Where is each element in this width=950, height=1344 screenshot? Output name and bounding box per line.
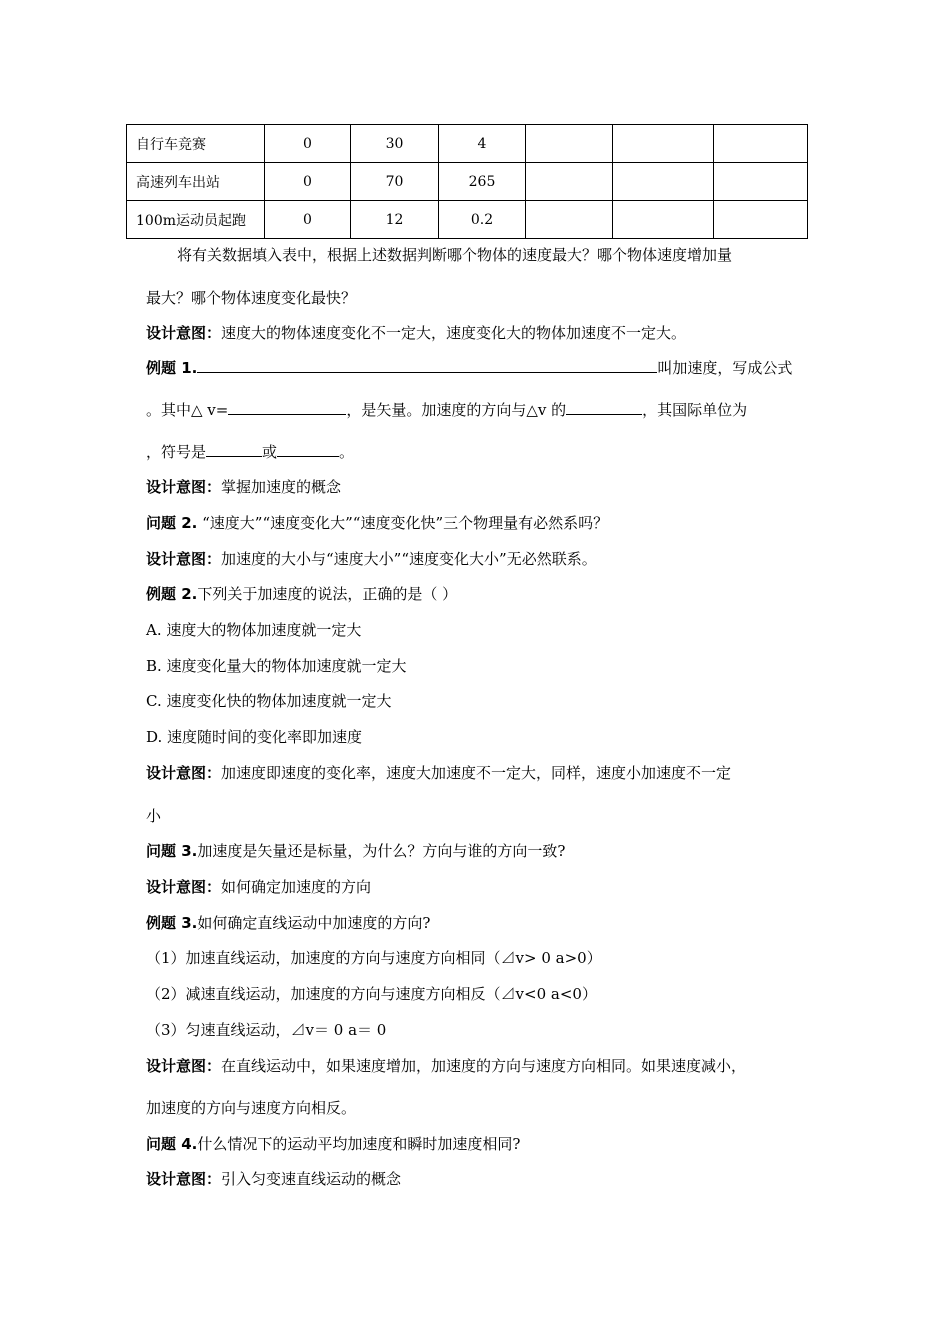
table-cell [613, 125, 714, 163]
design-intent-text: 加速度即速度的变化率，速度大加速度不一定大，同样，速度小加速度不一定 [221, 764, 732, 782]
example-label: 例题 1. [146, 359, 198, 377]
example-3-item-1: （1）加速直线运动，加速度的方向与速度方向相同（⊿v> 0 a>0） [146, 949, 602, 967]
design-intent [146, 548, 597, 569]
example-3-item-2: （2）减速直线运动，加速度的方向与速度方向相反（⊿v<0 a<0） [146, 985, 597, 1003]
design-intent-text: 加速度的大小与“速度大小”“速度变化大小”无必然联系。 [221, 550, 597, 568]
design-intent-continued: 小 [146, 807, 162, 825]
table-cell [613, 201, 714, 239]
example-label: 例题 3. [146, 914, 198, 932]
question-2 [146, 512, 608, 533]
table-cell: 高速列车出站 [127, 163, 265, 201]
design-intent [146, 1055, 746, 1076]
table-cell: 265 [439, 163, 526, 201]
table-cell [613, 163, 714, 201]
example-3-item-3: （3）匀速直线运动，⊿v＝ 0 a＝ 0 [146, 1021, 387, 1039]
table-cell [526, 163, 613, 201]
table-cell: 0 [265, 125, 351, 163]
table-cell: 70 [351, 163, 439, 201]
design-intent-continued: 加速度的方向与速度方向相反。 [146, 1099, 357, 1117]
table-cell: 12 [351, 201, 439, 239]
design-intent-text: 引入匀变速直线运动的概念 [221, 1170, 402, 1188]
fill-blank[interactable] [206, 442, 262, 457]
design-intent-label: 设计意图： [146, 478, 222, 496]
table-row [127, 201, 808, 239]
example-text: 。 [339, 443, 355, 461]
fill-blank[interactable] [566, 400, 642, 415]
example-3 [146, 912, 430, 933]
question-label: 问题 2. [146, 514, 198, 532]
design-intent-label: 设计意图： [146, 1057, 222, 1075]
option-a: A. 速度大的物体加速度就一定大 [146, 621, 362, 639]
question-label: 问题 4. [146, 1135, 198, 1153]
design-intent-text: 速度大的物体速度变化不一定大，速度变化大的物体加速度不一定大。 [221, 324, 687, 342]
table-cell [526, 201, 613, 239]
question-3 [146, 840, 565, 861]
example-text: ，符号是 [146, 443, 207, 461]
example-text: ，是矢量。加速度的方向与△v 的 [346, 401, 567, 419]
design-intent [146, 476, 341, 497]
design-intent-text: 掌握加速度的概念 [221, 478, 342, 496]
design-intent-label: 设计意图： [146, 324, 222, 342]
design-intent-text: 如何确定加速度的方向 [221, 878, 372, 896]
question-text: “速度大”“速度变化大”“速度变化快”三个物理量有必然系吗？ [197, 514, 609, 532]
table-cell: 100m运动员起跑 [127, 201, 265, 239]
table-cell [714, 125, 808, 163]
fill-blank[interactable] [277, 442, 339, 457]
example-text: ，其国际单位为 [642, 401, 748, 419]
example-text: 。其中△ v= [146, 401, 229, 419]
example-1-line2 [146, 399, 747, 420]
question-4 [146, 1133, 520, 1154]
question-label: 问题 3. [146, 842, 198, 860]
table-cell: 0.2 [439, 201, 526, 239]
example-text: 或 [262, 443, 278, 461]
example-1-line3 [146, 441, 354, 462]
design-intent [146, 322, 686, 343]
example-text: 下列关于加速度的说法，正确的是（ ） [197, 585, 458, 603]
option-d: D. 速度随时间的变化率即加速度 [146, 728, 363, 746]
example-2 [146, 583, 457, 604]
design-intent-label: 设计意图： [146, 878, 222, 896]
fill-blank[interactable] [228, 400, 346, 415]
option-b: B. 速度变化量大的物体加速度就一定大 [146, 657, 407, 675]
design-intent-text: 在直线运动中，如果速度增加，加速度的方向与速度方向相同。如果速度减小， [221, 1057, 747, 1075]
example-text: 叫加速度，写成公式 [657, 359, 793, 377]
example-label: 例题 2. [146, 585, 198, 603]
table-cell [714, 201, 808, 239]
table-cell: 0 [265, 201, 351, 239]
question-text: 加速度是矢量还是标量，为什么？方向与谁的方向一致? [197, 842, 566, 860]
design-intent-label: 设计意图： [146, 550, 222, 568]
question-text: 最大？哪个物体速度变化最快？ [146, 289, 357, 307]
example-text: 如何确定直线运动中加速度的方向? [197, 914, 431, 932]
question-text: 将有关数据填入表中，根据上述数据判断哪个物体的速度最大？哪个物体速度增加量 [177, 246, 733, 264]
table-cell: 4 [439, 125, 526, 163]
design-intent-label: 设计意图： [146, 764, 222, 782]
question-text: 什么情况下的运动平均加速度和瞬时加速度相同? [197, 1135, 521, 1153]
option-c: C. 速度变化快的物体加速度就一定大 [146, 692, 392, 710]
table-row [127, 163, 808, 201]
table-cell: 自行车竞赛 [127, 125, 265, 163]
table-row [127, 125, 808, 163]
design-intent [146, 1168, 401, 1189]
table-cell: 0 [265, 163, 351, 201]
design-intent [146, 762, 731, 783]
design-intent [146, 876, 371, 897]
design-intent-label: 设计意图： [146, 1170, 222, 1188]
data-table [126, 124, 808, 239]
table-cell [714, 163, 808, 201]
table-cell: 30 [351, 125, 439, 163]
fill-blank[interactable] [197, 358, 657, 373]
example-1 [146, 357, 792, 378]
table-cell [526, 125, 613, 163]
